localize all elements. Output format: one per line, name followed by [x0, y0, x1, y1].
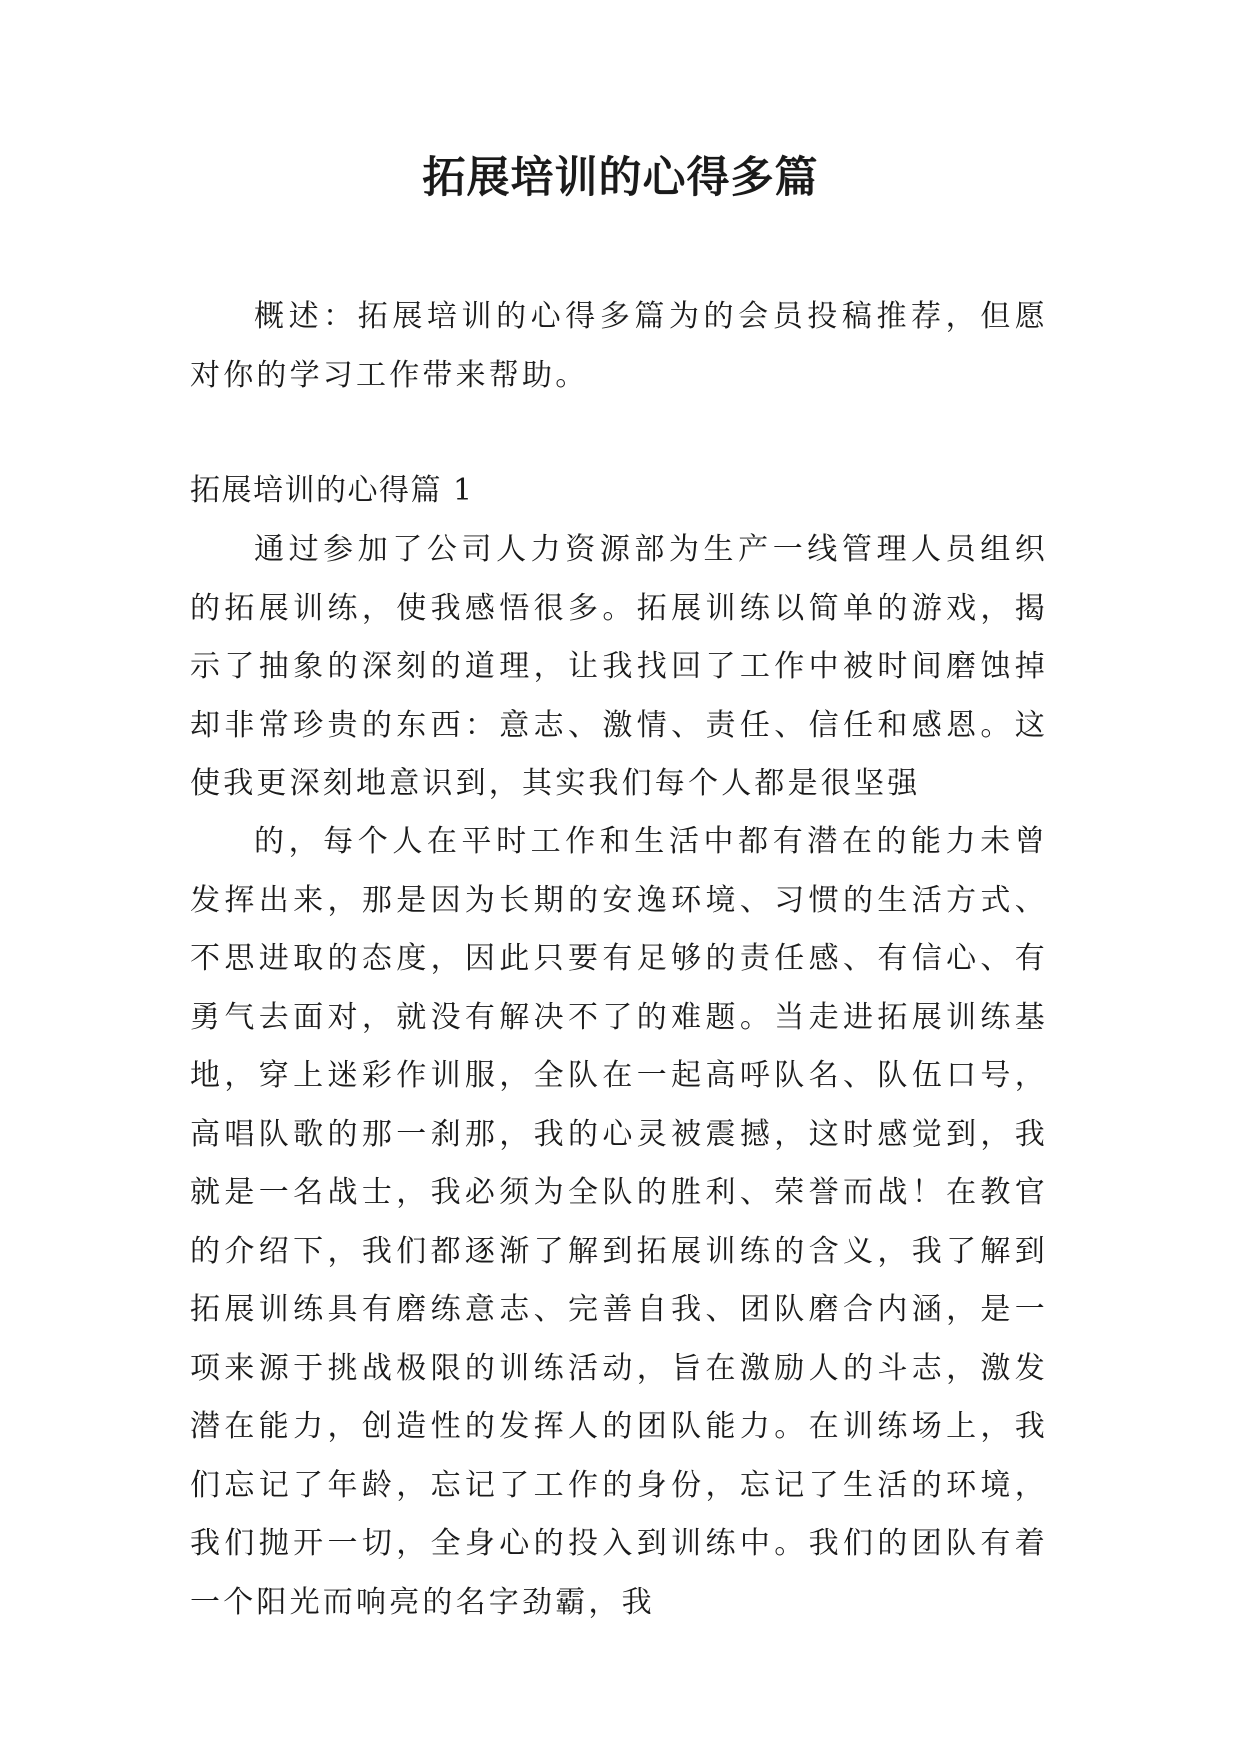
document-title: 拓展培训的心得多篇 [422, 153, 819, 203]
section-heading: 拓展培训的心得篇 1 [190, 473, 474, 508]
body-paragraph-2: 的，每个人在平时工作和生活中都有潜在的能力未曾发挥出来，那是因为长期的安逸环境、习惯的生活方式、不思进取的态度，因此只要有足够的责任感、有信心、有勇气去面对，就没有解决不了的难题。当走进拓展训练基地，穿上迷彩作训服，全队在一起高呼队名、队伍口号，高唱队歌的那一刹那，我的心灵被震撼，这时感觉到，我就是一名战士，我必须为全队的胜利、荣誉而战！在教官的介绍下，我们都逐渐了解到拓展训练的含义，我了解到拓展训练具有磨练意志、完善自我、团队磨合内涵，是一项来源于挑战极限的训练活动，旨在激励人的斗志，激发潜在能力，创造性的发挥人的团队能力。在训练场上，我们忘记了年龄，忘记了工作的身份，忘记了生活的环境，我们抛开一切，全身心的投入到训练中。我们的团队有着一个阳光而响亮的名字劲霸，我 [190, 824, 1048, 1620]
body-paragraph-1: 通过参加了公司人力资源部为生产一线管理人员组织的拓展训练，使我感悟很多。拓展训练以简单的游戏，揭示了抽象的深刻的道理，让我找回了工作中被时间磨蚀掉却非常珍贵的东西：意志、激情、责任、信任和感恩。这使我更深刻地意识到，其实我们每个人都是很坚强 [190, 532, 1048, 801]
summary-paragraph: 概述：拓展培训的心得多篇为的会员投稿推荐，但愿对你的学习工作带来帮助。 [190, 299, 1048, 393]
